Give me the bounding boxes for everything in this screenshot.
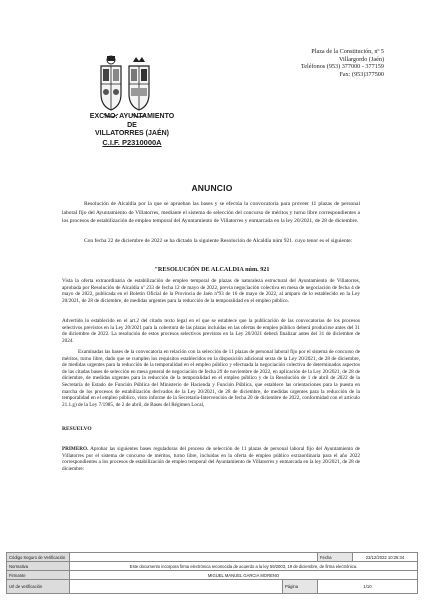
url-label: Url de verificación — [7, 580, 70, 594]
body-paragraph-1: Vista la oferta extraordinaria de estabilización de empleo temporal de plazas de naturaleza estructural del Ayuntamiento de Villatorres, aprobada por Resolución de Alcaldía nº 233 de fecha 12 de mayo de 2022, previa negociación colectiva en mesa de negociación de fecha 4 de mayo de 2022, publicada en el Boletín Oficial de la Provincia de Jaén nº93 de 16 de mayo de 2022, al amparo de lo establecido en la Ley 20/2021, de 28 de diciembre, de medidas urgentes para la reducción de la temporalidad en el empleo público. — [62, 278, 360, 304]
pagina-value: 1/10 — [318, 580, 418, 594]
intro-paragraph: Resolución de Alcaldía por la que se aprueban las bases y se efectúa la convocatoria para proveer 11 plazas de personal laboral fijo del Ayuntamiento de Villatorres, mediante el sistema de selección del concurso de méritos y turno libre correspondientes a los procesos de estabilización de empleo temporal del Ayuntamiento de Villatorres y enmarcada en la ley 20/2021, de 28 de diciembre. — [62, 201, 360, 225]
codigo-label: Código Seguro de Verificación — [7, 553, 70, 562]
cif-number: C.I.F. P2310000A — [102, 137, 162, 147]
verification-table — [6, 552, 418, 594]
address-line: Fax: (953)377500 — [339, 70, 384, 78]
organization-name — [70, 113, 194, 147]
date-paragraph: Con fecha 22 de diciembre de 2022 se ha dictado la siguiente Resolución de Alcaldía núm 921. cuyo tenor es el siguiente: — [84, 238, 353, 244]
address-line: Plaza de la Constitución, nº 5 — [311, 48, 384, 55]
firmante-label: Firmante — [7, 571, 70, 580]
org-line-2: DE — [127, 121, 137, 129]
firmante-value: MIGUEL MANUEL GARCIA MORENO — [70, 571, 418, 580]
primero-label: PRIMERO. — [62, 446, 89, 452]
primero-paragraph — [62, 446, 360, 472]
normativa-label: Normativa — [7, 562, 70, 571]
document-title: ANUNCIO — [191, 183, 233, 193]
url-value[interactable] — [70, 580, 283, 594]
primero-text: Aprobar las siguientes bases reguladoras del proceso de selección de 11 plazas de personal laboral fijo del Ayuntamiento de Villatorres por el sistema de concurso de méritos, turno libre, incluidas en la oferta de empleo público extraordinaria para el año 2022 correspondientes a los procesos de estabilización de empleo temporal del Ayuntamiento de Villatorres y enmarcada en la ley 20/2021, de 28 de diciembre: — [62, 446, 360, 472]
pagina-label: Página — [283, 580, 318, 594]
org-line-3: VILLATORRES (JAÉN) — [94, 130, 170, 137]
body-paragraph-2: Advertido lo establecido en el art.2 del citado texto legal en el que se establece que la publicación de las convocatorias de los procesos selectivos previstos en la Ley 20/2021 para la cobertura de las plazas incluidas en las ofertas de empleo público deberá producirse antes del 31 de diciembre de 2022. La resolución de estos procesos selectivos previstos en la Ley 20/2021 deberá finalizar antes del 31 de diciembre de 2024. — [62, 318, 360, 344]
address-line: Teléfonos (953) 377000 - 377159 — [300, 63, 384, 71]
resuelvo-heading: RESUELVO — [62, 426, 92, 432]
address-line: Villargordo (Jaén) — [338, 55, 384, 63]
resolution-heading: "RESOLUCIÓN DE ALCALDIA núm. 921 — [154, 266, 270, 273]
codigo-value[interactable] — [70, 553, 318, 562]
fecha-label: Fecha — [318, 553, 353, 562]
body-paragraph-3: Examinadas las bases de la convocatoria en relación con la selección de 11 plazas de personal laboral fijo por el sistema de concurso de méritos, turno libre, dado que se cumplen los requisitos establecidos en la disposición adicional sexta de la Ley 20/2021, de 28 de diciembre, de medidas urgentes para la reducción de la temporalidad en el empleo público y efectuada la negociación colectiva de determinados aspectos de las citadas bases de selección en mesa general de negociación de fecha 29 de noviembre de 2022, en aplicación de la Ley 20/2021, de 28 de diciembre, de medidas urgentes para la reducción de la temporalidad en el empleo público y de la Resolución de 1 de abril de 2022 de la Secretaría de Estado de Función Pública del Ministerio de Hacienda y Función Pública, que establece las orientaciones para la puesta en marcha de los procesos de estabilización derivados de la Ley 20/2021, de 28 de diciembre, de medidas urgentes para la reducción de la temporalidad en el empleo público, visto informe de la Secretaría-Intervención de fecha 20 de diciembre de 2022, conformidad con el artículo 21.1.g) de la Ley 7/1985, de 2 de abril, de Bases del Régimen Local, — [62, 349, 360, 408]
org-line-1: EXCMO. AYUNTAMIENTO — [89, 113, 175, 120]
fecha-value: 23/12/2022 10:25:34 — [353, 553, 418, 562]
address-block — [244, 48, 384, 78]
normativa-value: Este documento incorpora firma electrónica reconocida de acuerdo a la ley 59/2003, 19 de diciembre, de firma electrónica. — [70, 562, 418, 571]
